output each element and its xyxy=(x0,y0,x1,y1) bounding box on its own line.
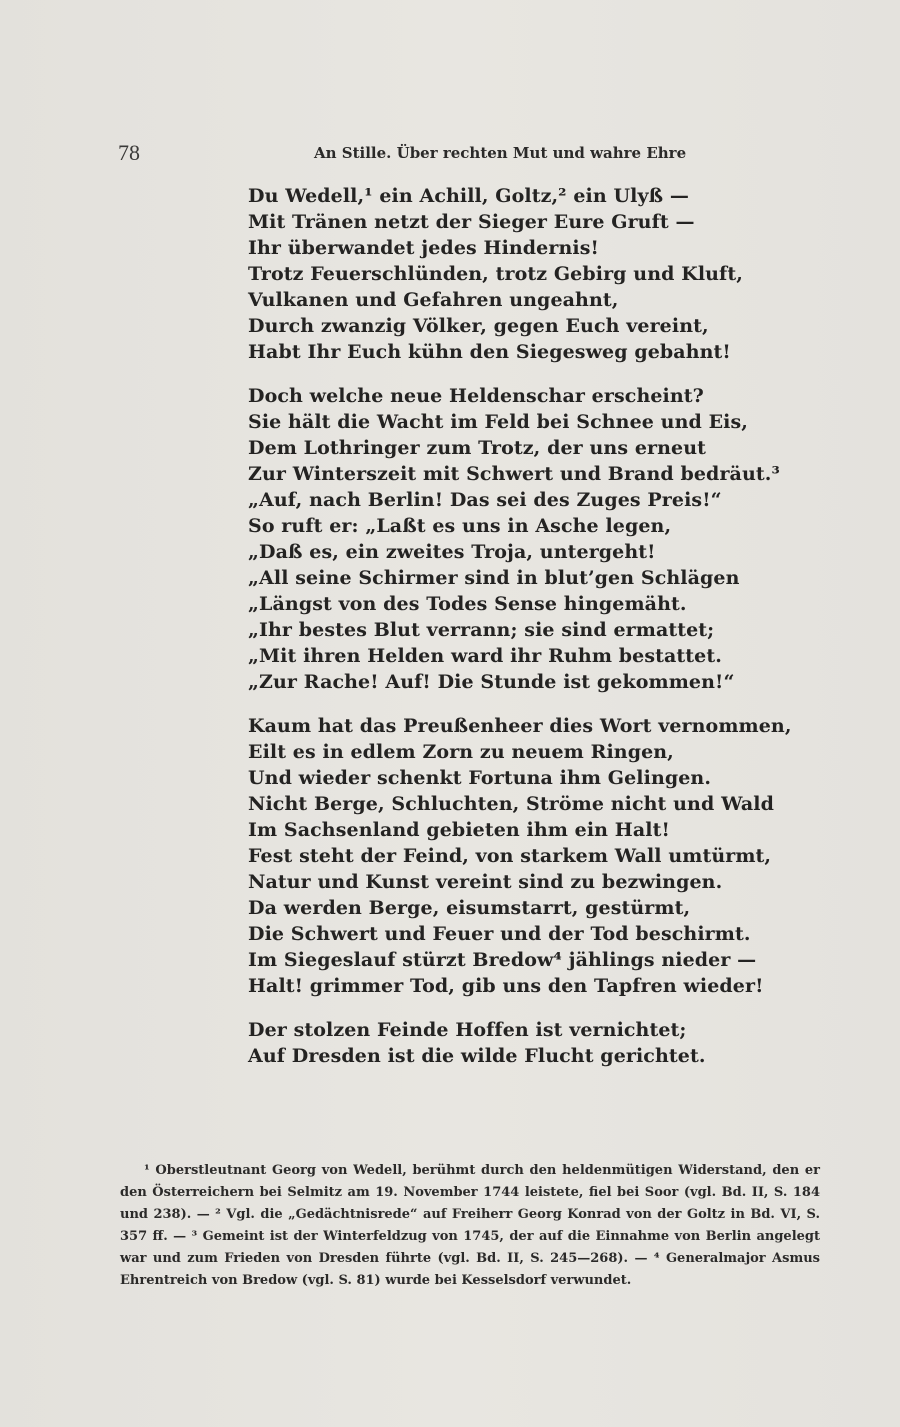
poem-line: Die Schwert und Feuer und der Tod beschirmt. xyxy=(248,923,751,945)
poem-line: Natur und Kunst vereint sind zu bezwingen. xyxy=(248,871,723,893)
poem-line: Durch zwanzig Völker, gegen Euch vereint, xyxy=(248,315,709,337)
poem-line: Mit Tränen netzt der Sieger Eure Gruft — xyxy=(248,211,695,233)
poem xyxy=(248,183,828,1087)
poem-line: Auf Dresden ist die wilde Flucht gerichtet. xyxy=(248,1045,706,1067)
poem-line: Und wieder schenkt Fortuna ihm Gelingen. xyxy=(248,767,712,789)
poem-line: „All seine Schirmer sind in blut’gen Schlägen xyxy=(248,567,740,589)
poem-line: „Daß es, ein zweites Troja, untergeht! xyxy=(248,541,656,563)
poem-line: „Längst von des Todes Sense hingemäht. xyxy=(248,593,687,615)
poem-line: Ihr überwandet jedes Hindernis! xyxy=(248,237,599,259)
poem-line: Habt Ihr Euch kühn den Siegesweg gebahnt! xyxy=(248,341,731,363)
footnotes xyxy=(120,1160,820,1292)
poem-line: „Zur Rache! Auf! Die Stunde ist gekommen!“ xyxy=(248,671,735,693)
poem-line: „Ihr bestes Blut verrann; sie sind ermattet; xyxy=(248,619,715,641)
page-number: 78 xyxy=(118,140,140,165)
poem-line: „Mit ihren Helden ward ihr Ruhm bestattet. xyxy=(248,645,722,667)
poem-line: Nicht Berge, Schluchten, Ströme nicht und Wald xyxy=(248,793,774,815)
poem-line: Im Siegeslauf stürzt Bredow⁴ jählings nieder — xyxy=(248,949,757,971)
poem-line: Halt! grimmer Tod, gib uns den Tapfren wieder! xyxy=(248,975,764,997)
poem-line: Eilt es in edlem Zorn zu neuem Ringen, xyxy=(248,741,674,763)
poem-line: So ruft er: „Laßt es uns in Asche legen, xyxy=(248,515,672,537)
poem-line: Zur Winterszeit mit Schwert und Brand bedräut.³ xyxy=(248,463,780,485)
poem-line: Trotz Feuerschlünden, trotz Gebirg und Kluft, xyxy=(248,263,743,285)
running-title: An Stille. Über rechten Mut und wahre Ehre xyxy=(314,144,687,162)
poem-line: Vulkanen und Gefahren ungeahnt, xyxy=(248,289,619,311)
footnote-text: ¹ Oberstleutnant Georg von Wedell, berühmt durch den heldenmütigen Widerstand, den er den Österreichern bei Selmitz am 19. November 1744 leistete, fiel bei Soor (vgl. Bd. II, S. 184 und 238). — ² Vgl. die „Gedächtnisrede“ auf Freiherr Georg Konrad von der Goltz in Bd. VI, S. 357 ff. — ³ Gemeint ist der Winterfeldzug von 1745, der auf die Einnahme von Berlin angelegt war und zum Frieden von Dresden führte (vgl. Bd. II, S. 245—268). — ⁴ Generalmajor Asmus Ehrentreich von Bredow (vgl. S. 81) wurde bei Kesselsdorf verwundet. xyxy=(120,1163,820,1288)
stanza-3 xyxy=(248,713,828,999)
poem-line: Doch welche neue Heldenschar erscheint? xyxy=(248,385,704,407)
page-header xyxy=(118,140,818,170)
poem-line: Im Sachsenland gebieten ihm ein Halt! xyxy=(248,819,670,841)
poem-line: Sie hält die Wacht im Feld bei Schnee und Eis, xyxy=(248,411,749,433)
stanza-4 xyxy=(248,1017,828,1069)
stanza-1 xyxy=(248,183,828,365)
poem-line: Da werden Berge, eisumstarrt, gestürmt, xyxy=(248,897,691,919)
poem-line: Der stolzen Feinde Hoffen ist vernichtet; xyxy=(248,1019,687,1041)
poem-line: Dem Lothringer zum Trotz, der uns erneut xyxy=(248,437,707,459)
poem-line: Du Wedell,¹ ein Achill, Goltz,² ein Ulyß — xyxy=(248,185,689,207)
poem-line: Kaum hat das Preußenheer dies Wort vernommen, xyxy=(248,715,792,737)
poem-line: Fest steht der Feind, von starkem Wall umtürmt, xyxy=(248,845,772,867)
stanza-2 xyxy=(248,383,828,695)
poem-line: „Auf, nach Berlin! Das sei des Zuges Preis!“ xyxy=(248,489,722,511)
